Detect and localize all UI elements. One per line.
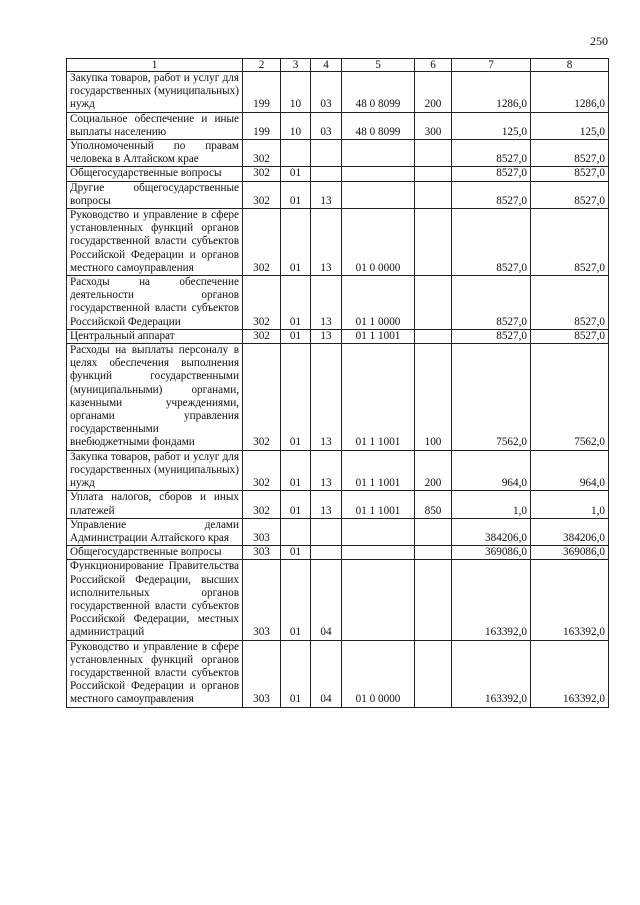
row-subsection-code: 13 bbox=[311, 276, 342, 330]
row-expense-type: 100 bbox=[415, 344, 452, 451]
row-name: Расходы на обеспечение деятельности органов государственной власти субъектов Российской Федерации bbox=[67, 276, 243, 330]
row-ministry-code: 199 bbox=[243, 112, 281, 139]
row-amount-1: 964,0 bbox=[452, 450, 531, 491]
row-name: Расходы на выплаты персоналу в целях обеспечения выполнения функций государственными (муниципальными) органами, казенными учреждениями, органами управления государственными внебюджетными фондами bbox=[67, 344, 243, 451]
row-amount-2: 1,0 bbox=[531, 491, 609, 518]
row-ministry-code: 302 bbox=[243, 491, 281, 518]
row-section-code: 10 bbox=[281, 112, 311, 139]
row-ministry-code: 302 bbox=[243, 181, 281, 208]
row-ministry-code: 302 bbox=[243, 140, 281, 167]
row-section-code: 01 bbox=[281, 181, 311, 208]
row-amount-2: 369086,0 bbox=[531, 546, 609, 560]
row-target-article bbox=[342, 181, 415, 208]
row-amount-1: 7562,0 bbox=[452, 344, 531, 451]
row-amount-1: 8527,0 bbox=[452, 181, 531, 208]
row-expense-type bbox=[415, 546, 452, 560]
row-target-article: 01 1 0000 bbox=[342, 276, 415, 330]
header-col-2: 2 bbox=[243, 59, 281, 72]
header-col-3: 3 bbox=[281, 59, 311, 72]
row-amount-2: 163392,0 bbox=[531, 640, 609, 707]
row-subsection-code: 13 bbox=[311, 491, 342, 518]
row-amount-2: 163392,0 bbox=[531, 560, 609, 640]
row-subsection-code: 13 bbox=[311, 329, 342, 343]
row-subsection-code bbox=[311, 546, 342, 560]
header-col-5: 5 bbox=[342, 59, 415, 72]
table-row bbox=[67, 72, 609, 113]
row-expense-type bbox=[415, 181, 452, 208]
row-amount-1: 125,0 bbox=[452, 112, 531, 139]
row-target-article: 01 1 1001 bbox=[342, 450, 415, 491]
row-subsection-code: 13 bbox=[311, 450, 342, 491]
table-row bbox=[67, 329, 609, 343]
row-subsection-code bbox=[311, 140, 342, 167]
row-expense-type bbox=[415, 640, 452, 707]
row-subsection-code: 13 bbox=[311, 209, 342, 276]
row-section-code bbox=[281, 518, 311, 545]
row-subsection-code: 03 bbox=[311, 72, 342, 113]
row-ministry-code: 199 bbox=[243, 72, 281, 113]
header-col-1: 1 bbox=[67, 59, 243, 72]
row-section-code: 01 bbox=[281, 344, 311, 451]
row-section-code: 01 bbox=[281, 450, 311, 491]
row-amount-2: 7562,0 bbox=[531, 344, 609, 451]
row-amount-2: 964,0 bbox=[531, 450, 609, 491]
table-row bbox=[67, 344, 609, 451]
row-target-article: 48 0 8099 bbox=[342, 72, 415, 113]
row-name: Другие общегосударственные вопросы bbox=[67, 181, 243, 208]
row-expense-type bbox=[415, 560, 452, 640]
row-section-code bbox=[281, 140, 311, 167]
row-target-article: 01 1 1001 bbox=[342, 491, 415, 518]
row-target-article: 01 1 1001 bbox=[342, 329, 415, 343]
row-section-code: 10 bbox=[281, 72, 311, 113]
row-expense-type bbox=[415, 518, 452, 545]
row-subsection-code: 04 bbox=[311, 560, 342, 640]
table-body bbox=[67, 72, 609, 708]
row-expense-type bbox=[415, 209, 452, 276]
row-amount-1: 369086,0 bbox=[452, 546, 531, 560]
row-ministry-code: 302 bbox=[243, 167, 281, 181]
row-amount-2: 8527,0 bbox=[531, 329, 609, 343]
row-target-article bbox=[342, 560, 415, 640]
row-name: Уполномоченный по правам человека в Алтайском крае bbox=[67, 140, 243, 167]
table-row bbox=[67, 491, 609, 518]
row-amount-1: 8527,0 bbox=[452, 329, 531, 343]
row-section-code: 01 bbox=[281, 209, 311, 276]
row-expense-type bbox=[415, 329, 452, 343]
row-expense-type: 850 bbox=[415, 491, 452, 518]
row-ministry-code: 303 bbox=[243, 518, 281, 545]
page-number: 250 bbox=[590, 34, 608, 48]
row-subsection-code: 03 bbox=[311, 112, 342, 139]
row-subsection-code bbox=[311, 518, 342, 545]
row-name: Функционирование Правительства Российской Федерации, высших исполнительных органов государственной власти субъектов Российской Федерации, местных администраций bbox=[67, 560, 243, 640]
table-row bbox=[67, 560, 609, 640]
row-ministry-code: 302 bbox=[243, 450, 281, 491]
budget-table bbox=[66, 58, 609, 708]
row-expense-type bbox=[415, 167, 452, 181]
row-ministry-code: 303 bbox=[243, 546, 281, 560]
row-amount-1: 384206,0 bbox=[452, 518, 531, 545]
row-amount-1: 1286,0 bbox=[452, 72, 531, 113]
row-target-article: 01 1 1001 bbox=[342, 344, 415, 451]
row-amount-1: 163392,0 bbox=[452, 560, 531, 640]
row-name: Уплата налогов, сборов и иных платежей bbox=[67, 491, 243, 518]
row-ministry-code: 302 bbox=[243, 209, 281, 276]
header-col-6: 6 bbox=[415, 59, 452, 72]
table-row bbox=[67, 140, 609, 167]
row-section-code: 01 bbox=[281, 560, 311, 640]
row-amount-1: 8527,0 bbox=[452, 140, 531, 167]
row-expense-type: 300 bbox=[415, 112, 452, 139]
row-amount-2: 125,0 bbox=[531, 112, 609, 139]
table-row bbox=[67, 518, 609, 545]
row-section-code: 01 bbox=[281, 276, 311, 330]
row-amount-1: 8527,0 bbox=[452, 276, 531, 330]
row-section-code: 01 bbox=[281, 167, 311, 181]
row-target-article bbox=[342, 546, 415, 560]
row-target-article bbox=[342, 518, 415, 545]
row-amount-2: 8527,0 bbox=[531, 167, 609, 181]
row-name: Закупка товаров, работ и услуг для государственных (муниципальных) нужд bbox=[67, 450, 243, 491]
table-row bbox=[67, 209, 609, 276]
row-section-code: 01 bbox=[281, 546, 311, 560]
table-row bbox=[67, 450, 609, 491]
header-row bbox=[67, 59, 609, 72]
table-row bbox=[67, 546, 609, 560]
row-amount-2: 8527,0 bbox=[531, 209, 609, 276]
header-col-4: 4 bbox=[311, 59, 342, 72]
row-expense-type bbox=[415, 276, 452, 330]
row-name: Руководство и управление в сфере установленных функций органов государственной власти субъектов Российской Федерации и органов местного самоуправления bbox=[67, 640, 243, 707]
row-amount-1: 8527,0 bbox=[452, 209, 531, 276]
row-amount-2: 8527,0 bbox=[531, 276, 609, 330]
row-section-code: 01 bbox=[281, 640, 311, 707]
row-ministry-code: 302 bbox=[243, 344, 281, 451]
table-row bbox=[67, 276, 609, 330]
row-target-article bbox=[342, 140, 415, 167]
row-amount-2: 8527,0 bbox=[531, 140, 609, 167]
row-name: Общегосударственные вопросы bbox=[67, 167, 243, 181]
row-amount-2: 1286,0 bbox=[531, 72, 609, 113]
header-col-8: 8 bbox=[531, 59, 609, 72]
row-expense-type: 200 bbox=[415, 450, 452, 491]
table-row bbox=[67, 167, 609, 181]
row-name: Общегосударственные вопросы bbox=[67, 546, 243, 560]
row-expense-type bbox=[415, 140, 452, 167]
row-amount-2: 384206,0 bbox=[531, 518, 609, 545]
row-ministry-code: 303 bbox=[243, 640, 281, 707]
row-target-article bbox=[342, 167, 415, 181]
header-col-7: 7 bbox=[452, 59, 531, 72]
row-name: Социальное обеспечение и иные выплаты населению bbox=[67, 112, 243, 139]
row-subsection-code: 13 bbox=[311, 344, 342, 451]
row-name: Закупка товаров, работ и услуг для государственных (муниципальных) нужд bbox=[67, 72, 243, 113]
row-target-article: 01 0 0000 bbox=[342, 209, 415, 276]
table-row bbox=[67, 181, 609, 208]
row-amount-1: 8527,0 bbox=[452, 167, 531, 181]
table-row bbox=[67, 112, 609, 139]
row-name: Центральный аппарат bbox=[67, 329, 243, 343]
row-amount-1: 163392,0 bbox=[452, 640, 531, 707]
row-ministry-code: 302 bbox=[243, 276, 281, 330]
row-subsection-code: 13 bbox=[311, 181, 342, 208]
row-section-code: 01 bbox=[281, 491, 311, 518]
row-target-article: 48 0 8099 bbox=[342, 112, 415, 139]
row-section-code: 01 bbox=[281, 329, 311, 343]
row-ministry-code: 303 bbox=[243, 560, 281, 640]
row-subsection-code bbox=[311, 167, 342, 181]
row-name: Управление делами Администрации Алтайского края bbox=[67, 518, 243, 545]
row-ministry-code: 302 bbox=[243, 329, 281, 343]
row-name: Руководство и управление в сфере установленных функций органов государственной власти субъектов Российской Федерации и органов местного самоуправления bbox=[67, 209, 243, 276]
row-amount-2: 8527,0 bbox=[531, 181, 609, 208]
row-subsection-code: 04 bbox=[311, 640, 342, 707]
row-expense-type: 200 bbox=[415, 72, 452, 113]
row-target-article: 01 0 0000 bbox=[342, 640, 415, 707]
row-amount-1: 1,0 bbox=[452, 491, 531, 518]
table-row bbox=[67, 640, 609, 707]
